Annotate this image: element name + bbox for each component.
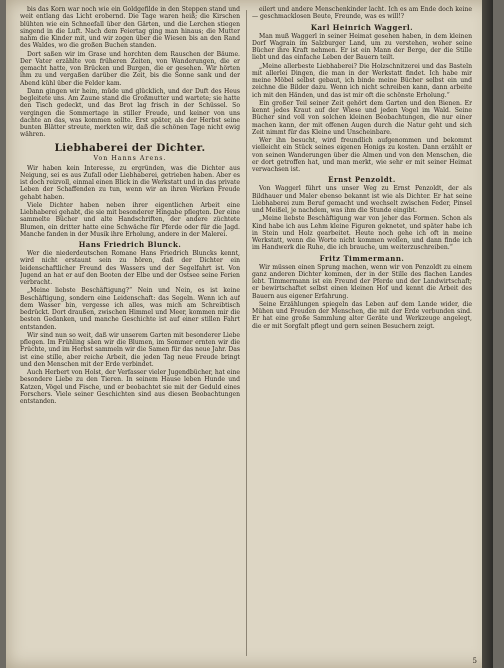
section-paragraph: Ein großer Teil seiner Zeit gehört dem Garten und den Bienen. Er kennt jedes Kraut auf der Wiese und jeden Vogel im Wald. Seine Bücher sind voll von solchen kleinen Beobachtungen, die nur einer machen kann, der mit offenen Augen durch die Natur geht und sich Zeit nimmt für das Kleine und Unscheinbare. (252, 99, 472, 136)
page-number: 5 (472, 657, 477, 665)
section-paragraph: Auch Herbert von Holst, der Verfasser vieler Jugendbücher, hat eine besondere Liebe zu den Tieren. In seinem Hause leben Hunde und Katzen, Vögel und Fische, und er beobachtet sie mit der Geduld eines Forschers. Viele seiner Geschichten sind aus diesen Beobachtungen entstanden. (20, 369, 240, 405)
article-title: Liebhaberei der Dichter. (54, 141, 206, 154)
section-paragraph: „Meine liebste Beschäftigung war von jeher das Formen. Schon als Kind habe ich aus Lehm kleine Figuren geknetet, und später habe ich in Stein und Holz gearbeitet. Heute noch gehe ich oft in meine Werkstatt, wenn die Worte nicht kommen wollen, und dann finde ich im Handwerk die Ruhe, die ich brauche, um weiterzuschreiben.“ (252, 215, 472, 252)
intro-paragraph: bis das Korn war noch wie ein Goldgefilde in den Steppen stand und weit entlang das Licht erobernd. Die Tage waren heiß; die Kirschen blühten wie ein Schneefall über den Gärten, und die Lerchen stiegen singend in die Luft. Nach dem Feiertag ging man hinaus; die Mutter nahm die Kinder mit, und wir zogen über die Wiesen bis an den Rand des Waldes, wo die großen Buchen standen. (20, 6, 240, 50)
section-paragraph: Von Waggerl führt uns unser Weg zu Ernst Penzoldt, der als Bildhauer und Maler ebenso bekannt ist wie als Dichter. Er hat seine Liebhaberei zum Beruf gemacht und wechselt zwischen Feder, Pinsel und Meißel, je nachdem, was ihm die Stunde eingibt. (252, 185, 472, 214)
essay-paragraph: Wir haben kein Interesse, zu ergründen, was die Dichter aus Neigung, sei es aus Zufall oder Liebhaberei, getrieben haben. Aber es ist doch reizvoll, einmal einen Blick in die Werkstatt und in das private Leben der Schaffenden zu tun, wenn wir an ihren Werken Freude gehabt haben. (20, 164, 240, 201)
section-paragraph: Wir sind nun so weit, daß wir unserem Garten mit besonderer Liebe pflegen. Im Frühling säen wir die Blumen, im Sommer ernten wir die Früchte, und im Herbst sammeln wir die Samen für das neue Jahr. Das ist eine stille, aber reiche Arbeit, die jeden Tag neue Freude bringt und den Menschen mit der Erde verbindet. (20, 331, 240, 368)
right-column (252, 6, 472, 658)
intro-paragraph: Dort saßen wir im Grase und horchten dem Rauschen der Bäume. Der Vater erzählte von früheren Zeiten, von Wanderungen, die er gemacht hatte, von Brücken und Burgen, die er gesehen. Wir hörten ihm zu und vergaßen darüber die Zeit, bis die Sonne sank und der Abend kühl über die Felder kam. (20, 50, 240, 87)
section-paragraph: Wer die niederdeutschen Romane Hans Friedrich Bluncks kennt, wird nicht erstaunt sein zu hören, daß der Dichter ein leidenschaftlicher Freund des Wassers und der Segelfahrt ist. Von Jugend an hat er auf den Booten der Elbe und der Ostsee seine Ferien verbracht. (20, 250, 240, 286)
left-column (20, 6, 240, 658)
section-paragraph: „Meine allerbeste Liebhaberei? Die Holzschnitzerei und das Basteln mit allerlei Dingen, die man in der Werkstatt findet. Ich habe mir meine Möbel selbst gebaut, ich binde meine Bücher selbst ein und zeichne die Bilder dazu. Wenn ich nicht schreiben kann, dann arbeite ich mit den Händen, und das ist mir oft die schönste Erholung.“ (252, 62, 472, 99)
intro-paragraph: eilert und andere Menschenkinder lacht. Ich es am Ende doch keine — geschmacklosen Beute, Freunde, was es will!? (252, 6, 472, 21)
article-author: Von Hanns Arens. (93, 154, 167, 162)
newspaper-page (6, 0, 493, 668)
column-divider (246, 10, 247, 656)
section-heading-penzoldt: Ernst Penzoldt. (328, 175, 396, 185)
section-paragraph: Man muß Waggerl in seiner Heimat gesehen haben, in dem kleinen Dorf Wagrain im Salzburger Land, um zu verstehen, woher seine Bücher ihre Kraft nehmen. Er ist ein Mann der Berge, der die Stille liebt und das einfache Leben der Bauern teilt. (252, 32, 472, 62)
section-paragraph: Seine Erzählungen spiegeln das Leben auf dem Lande wider, die Mühen und Freuden der Menschen, die mit der Erde verbunden sind. Er hat eine große Sammlung alter Geräte und Werkzeuge angelegt, die er mit Sorgfalt pflegt und gern seinen Besuchern zeigt. (252, 300, 472, 330)
section-heading-timmermann: Fritz Timmermann. (319, 253, 405, 263)
page-binding-edge (482, 0, 493, 668)
section-paragraph: Wer ihn besucht, wird freundlich aufgenommen und bekommt vielleicht ein Stück seines eigenen Honigs zu kosten. Dann erzählt er von seinen Wanderungen über die Almen und von den Menschen, die er dort getroffen hat, und man merkt, wie sehr er mit seiner Heimat verwachsen ist. (252, 137, 472, 173)
intro-paragraph: Dann gingen wir heim, müde und glücklich, und der Duft des Heus begleitete uns. Am Zaune stand die Großmutter und wartete; sie hatte den Tisch gedeckt, und das Brot lag frisch in der Schüssel. So vergingen die Sommertage in stiller Freude, und keiner von uns dachte an das, was kommen sollte. Erst später, als der Herbst seine bunten Blätter streute, merkten wir, daß die schönen Tage nicht ewig währen. (20, 87, 240, 139)
essay-paragraph: Viele Dichter haben neben ihrer eigentlichen Arbeit eine Liebhaberei gehabt, die sie mit besonderer Hingabe pflegten. Der eine sammelte Bücher und alte Handschriften, der andere züchtete Blumen, ein dritter hatte eine Schwäche für Pferde oder für die Jagd. Manche fanden in der Musik ihre Erholung, andere in der Malerei. (20, 201, 240, 238)
section-heading-blunck: Hans Friedrich Blunck. (78, 240, 182, 249)
section-heading-waggerl: Karl Heinrich Waggerl. (310, 22, 414, 32)
section-paragraph: „Meine liebste Beschäftigung?“ Nein und Nein, es ist keine Beschäftigung, sondern eine Leidenschaft: das Segeln. Wenn ich auf dem Wasser bin, vergesse ich alles, was mich am Schreibtisch bedrückt. Dort draußen, zwischen Himmel und Meer, kommen mir die besten Gedanken, und manche Geschichte ist auf einer stillen Fahrt entstanden. (20, 287, 240, 331)
section-paragraph: Wir müssen einen Sprung machen, wenn wir von Penzoldt zu einem ganz anderen Dichter kommen, der in der Stille des flachen Landes lebt. Timmermann ist ein Freund der Pferde und der Landwirtschaft; er bewirtschaftet selbst einen kleinen Hof und kennt die Arbeit des Bauern aus eigener Erfahrung. (252, 263, 472, 300)
